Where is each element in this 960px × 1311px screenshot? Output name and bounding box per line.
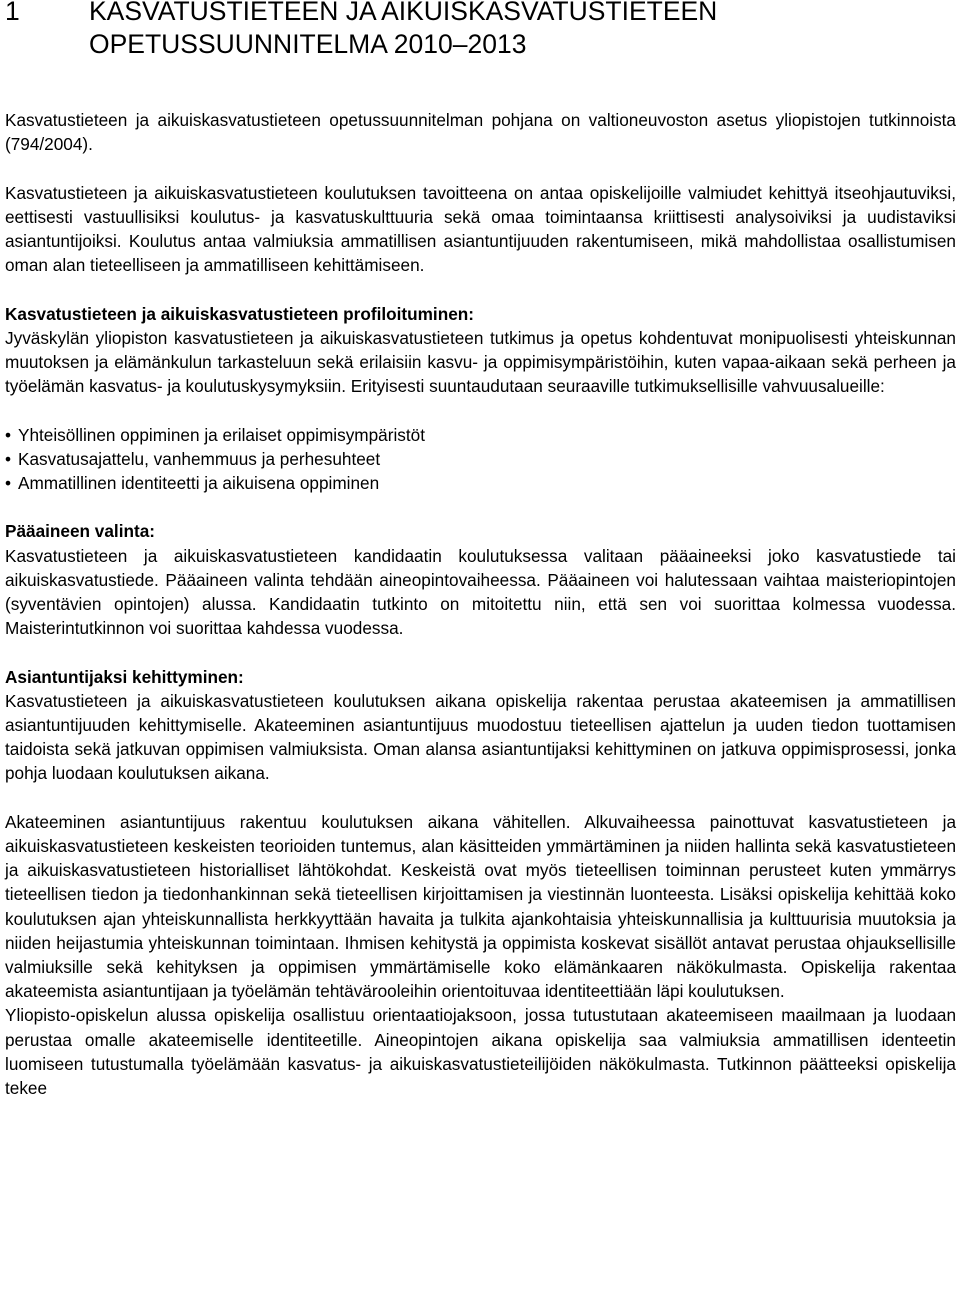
bullet-icon: • [5, 424, 12, 445]
intro-paragraph-1: Kasvatustieteen ja aikuiskasvatustieteen opetussuunnitelman pohjana on valtioneuvoston asetus yliopistojen tutkinnoista (794/2004). [5, 110, 956, 155]
major-paragraph: Kasvatustieteen ja aikuiskasvatustieteen kandidaatin koulutuksessa valitaan pääaineeksi joko kasvatustiede tai aikuiskasvatustiede. Pääaineen valinta tehdään aineopintovaiheessa. Pääaineen voi halutessaan vaihtaa maisteriopintojen (syventävien opintojen) alussa. Kandidaatin tutkinto on mitoitettu niin, että sen voi suorittaa kolmessa vuodessa. Maisterintutkinnon voi suorittaa kahdessa vuodessa. [5, 545, 956, 639]
expert-paragraph-3: Yliopisto-opiskelun alussa opiskelija osallistuu orientaatiojaksoon, jossa tutustutaan akateemiseen maailmaan ja luodaan perustaa omalle akateemiselle identiteetille. Aineopintojen aikana opiskelija saa valmiuksia ammatillisen identeetin luomiseen tutustumalla työelämään kasvatus- ja aikuiskasvatustieteilijöiden näkökulmasta. Tutkinnon päätteeksi opiskelija tekee [5, 1005, 956, 1099]
expert-heading: Asiantuntijaksi kehittyminen: [5, 666, 244, 687]
expert-paragraph-1: Kasvatustieteen ja aikuiskasvatustieteen koulutuksen aikana opiskelija rakentaa perustaa akateemisen ja ammatillisen asiantuntijuuden kehittymiselle. Akateeminen asiantuntijuus muodostuu tieteellisen ajattelun ja uuden tiedon tuottamisen taidoista sekä jatkuvan oppimisen valmiuksista. Oman alansa asiantuntijaksi kehittyminen on jatkuva oppimisprosessi, jonka pohja luodaan koulutuksen aikana. [5, 690, 956, 784]
expert-paragraph-2: Akateeminen asiantuntijuus rakentuu koulutuksen aikana vähitellen. Alkuvaiheessa painottuvat kasvatustieteen ja aikuiskasvatustieteen keskeisten teorioiden tuntemus, alan käsitteiden ymmärtäminen ja niiden hallinta sekä kasvatustieteen ja aikuiskasvatustieteen historialliset lähtökohdat. Keskeistä ovat myös tieteellisen toiminnan perusteet kuten ymmärrys tieteellisen tiedon ja tiedonhankinnan sekä tieteellisen kirjoittamisen ja viestinnän luonteesta. Lisäksi opiskelija kehittää koko koulutuksen ajan yhteiskunnallista herkkyyttään havaita ja tulkita ajankohtaisia yhteiskunnallisia ja kulttuurisia muutoksia ja niiden heijastumia yhteiskunnan toimintaan. Ihmisen kehitystä ja oppimista koskevat sisällöt antavat perustaa ohjauksellisille valmiuksille sekä kehityksen ja oppimisen ymmärtämiselle koko elämänkaaren näkökulmasta. Opiskelija rakentaa akateemista asiantuntijaan ja työelämän tehtävärooleihin orientoituvaa identiteettiään läpi koulutuksen. [5, 811, 956, 1002]
profile-paragraph: Jyväskylän yliopiston kasvatustieteen ja aikuiskasvatustieteen tutkimus ja opetus kohdentuvat monipuolisesti yhteiskunnan muutoksen ja elämänkulun tarkasteluun sekä erilaisiin kasvu- ja oppimisympäristöihin, kuten vapaa-aikaan sekä perheen ja työelämän kasvatus- ja koulutuskysymyksiin. Erityisesti suuntaudutaan seuraaville tutkimuksellisille vahvuusalueille: [5, 327, 956, 397]
list-item-text: Ammatillinen identiteetti ja aikuisena oppiminen [18, 473, 380, 493]
major-heading: Pääaineen valinta: [5, 521, 155, 542]
intro-paragraph-2: Kasvatustieteen ja aikuiskasvatustieteen koulutuksen tavoitteena on antaa opiskelijoille valmiudet kehittyä itseohjautuviksi, eettisesti vastuullisiksi koulutus- ja kasvatuskulttuuria sekä omaa toimintaansa kriittisesti analysoiviksi ja uudistaviksi asiantuntijoiksi. Koulutus antaa valmiuksia ammatillisen asiantuntijuuden rakentumiseen, mikä mahdollistaa osallistumisen oman alan tieteelliseen ja ammatilliseen kehittämiseen. [5, 182, 956, 276]
list-item [5, 447, 956, 471]
chapter-heading [5, 0, 956, 61]
strength-areas-list [5, 423, 956, 496]
document-page [5, 0, 956, 1100]
profile-heading: Kasvatustieteen ja aikuiskasvatustieteen profiloituminen: [5, 303, 474, 324]
list-item [5, 423, 956, 447]
chapter-title-line-1: KASVATUSTIETEEN JA AIKUISKASVATUSTIETEEN [89, 0, 718, 26]
chapter-title [89, 0, 956, 61]
list-item [5, 471, 956, 495]
bullet-icon: • [5, 448, 12, 469]
bullet-icon: • [5, 473, 12, 493]
chapter-number: 1 [5, 0, 20, 26]
list-item-text: Kasvatusajattelu, vanhemmuus ja perhesuhteet [18, 448, 381, 469]
chapter-title-line-2: OPETUSSUUNNITELMA 2010–2013 [89, 29, 527, 59]
list-item-text: Yhteisöllinen oppiminen ja erilaiset oppimisympäristöt [18, 424, 425, 445]
